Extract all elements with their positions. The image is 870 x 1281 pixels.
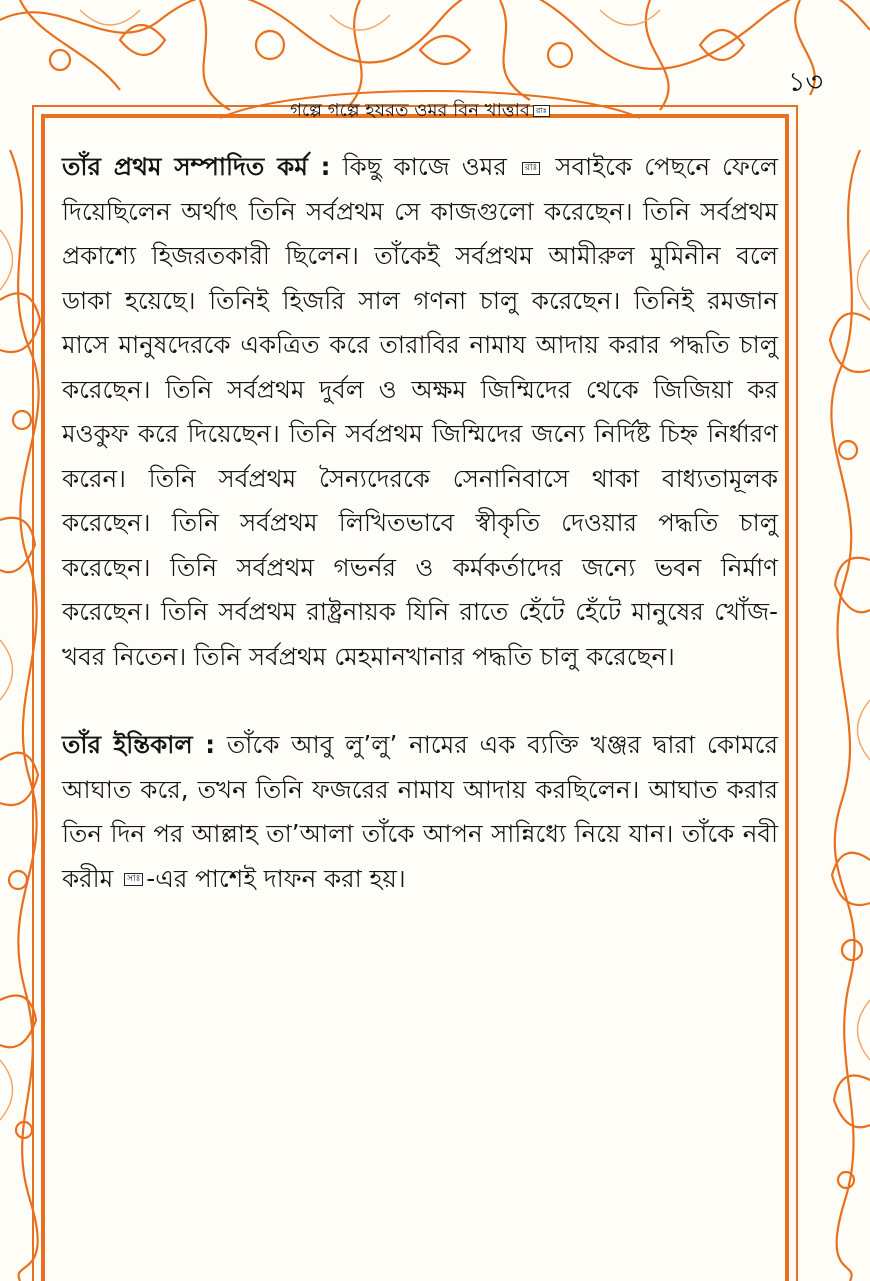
paragraph-first-work (62, 145, 778, 679)
running-header (240, 96, 600, 127)
paragraph-text: সবাইকে পেছনে ফেলে দিয়েছিলেন অর্থাৎ তিনি সর্বপ্রথম সে কাজগুলো করেছেন। তিনি সর্বপ্রথম প্রকাশ্যে হিজরতকারী ছিলেন। তাঁকেই সর্বপ্রথম আমীরুল মুমিনীন বলে ডাকা হয়েছে। তিনিই হিজরি সাল গণনা চালু করেছেন। তিনিই রমজান মাসে মানুষদেরকে একত্রিত করে তারাবির নামায আদায় করার পদ্ধতি চালু করেছেন। তিনি সর্বপ্রথম দুর্বল ও অক্ষম জিম্মিদের থেকে জিজিয়া কর মওকুফ করে দিয়েছেন। তিনি সর্বপ্রথম জিম্মিদের জন্যে নির্দিষ্ট চিহ্ন নির্ধারণ করেন। তিনি সর্বপ্রথম সৈন্যদেরকে সেনানিবাসে থাকা বাধ্যতামূলক করেছেন। তিনি সর্বপ্রথম লিখিতভাবে স্বীকৃতি দেওয়ার পদ্ধতি চালু করেছেন। তিনি সর্বপ্রথম গভর্নর ও কর্মকর্তাদের জন্যে ভবন নির্মাণ করেছেন। তিনি সর্বপ্রথম রাষ্ট্রনায়ক যিনি রাতে হেঁটে হেঁটে মানুষের খোঁজ-খবর নিতেন। তিনি সর্বপ্রথম মেহমানখানার পদ্ধতি চালু করেছেন। (62, 152, 778, 671)
page-number: ১৩ (788, 67, 824, 98)
honorific-mark: রাঃ (533, 105, 550, 117)
honorific-seal: সাঃ (124, 873, 143, 886)
paragraph-text: তাঁকে আবু লু’লু’ নামের এক ব্যক্তি খঞ্জর দ্বারা কোমরে আঘাত করে, তখন তিনি ফজরের নামায আদায় করছিলেন। আঘাত করার তিন দিন পর আল্লাহ তা’আলা তাঁকে আপন সান্নিধ্যে নিয়ে যান। তাঁকে নবী করীম (62, 730, 778, 893)
paragraph-text: কিছু কাজে ওমর (342, 152, 507, 181)
paragraph-death (62, 723, 778, 901)
honorific-seal: রাঃ (522, 162, 540, 175)
paragraph-text: -এর পাশেই দাফন করা হয়। (146, 863, 406, 893)
section-heading: তাঁর ইন্তিকাল : (62, 730, 216, 759)
section-heading: তাঁর প্রথম সম্পাদিত কর্ম : (62, 152, 331, 181)
running-title: গল্পে গল্পে হযরত ওমর বিন খাত্তাব (290, 100, 530, 121)
page-body (62, 145, 778, 945)
